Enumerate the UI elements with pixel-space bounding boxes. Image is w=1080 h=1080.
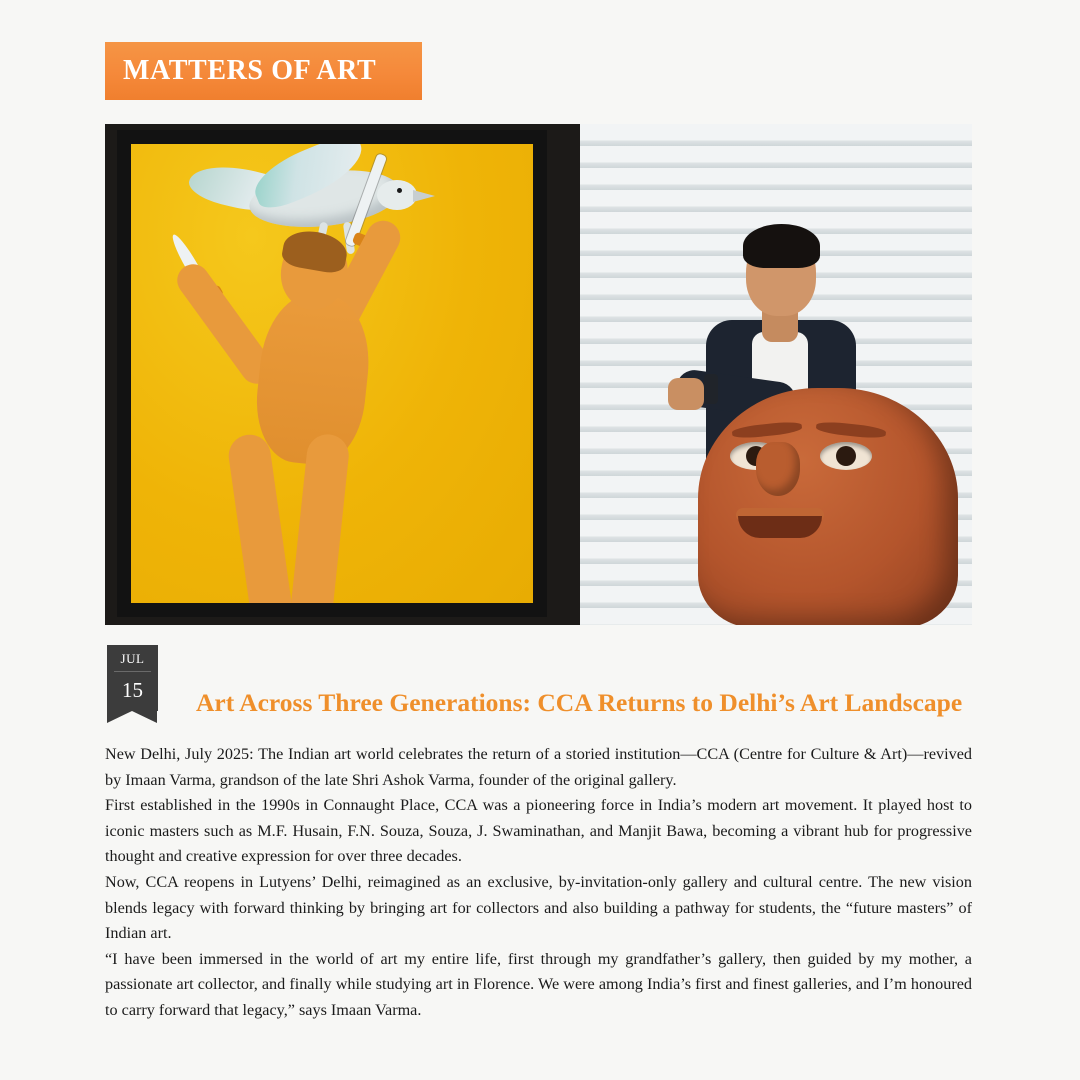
painting-canvas — [117, 130, 547, 617]
hero-image-painting — [105, 124, 580, 625]
article-paragraph: Now, CCA reopens in Lutyens’ Delhi, reimagined as an exclusive, by-invitation-only gallery and cultural centre. The new vision blends legacy with forward thinking by bringing art for collectors and also building a pathway for students, the “future masters” of Indian art. — [105, 872, 972, 943]
man-hand-shape — [668, 378, 704, 410]
bird-head-shape — [377, 180, 417, 210]
date-badge-day: 15 — [122, 678, 143, 702]
bird-beak-shape — [413, 190, 435, 202]
masthead-title: MATTERS OF ART — [123, 55, 377, 86]
article-headline: Art Across Three Generations: CCA Returns to Delhi’s Art Landscape — [196, 688, 963, 718]
sculpture-nose-shape — [756, 442, 800, 496]
article-paragraph: New Delhi, July 2025: The Indian art world celebrates the return of a storied institution—CCA (Centre for Culture & Art)—revived by Imaan Varma, grandson of the late Shri Ashok Varma, founder of the original gallery. — [105, 745, 972, 789]
article-body — [105, 742, 972, 1024]
hero-image-portrait — [580, 124, 972, 625]
wristwatch-shape — [704, 374, 718, 404]
sculpture-pupil-right-shape — [836, 446, 856, 466]
article-paragraph: “I have been immersed in the world of art my entire life, first through my grandfather’s gallery, then guided by my mother, a passionate art collector, and finally while studying art in Florence. We were among India’s first and finest galleries, and I’m honoured to carry forward that legacy,” says Imaan Varma. — [105, 949, 972, 1019]
bird-eye-shape — [397, 188, 402, 193]
date-badge — [107, 645, 158, 711]
hero-image — [105, 124, 972, 625]
man-hair-shape — [743, 224, 820, 268]
masthead-banner — [105, 42, 422, 100]
sculpture-mouth-shape — [738, 516, 822, 538]
article-paragraph: First established in the 1990s in Connaught Place, CCA was a pioneering force in India’s modern art movement. It played host to iconic masters such as M.F. Husain, F.N. Souza, Souza, J. Swaminathan, and Manjit Bawa, becoming a vibrant hub for progressive thought and creative expression for over three decades. — [105, 796, 972, 866]
date-badge-month: JUL — [114, 645, 151, 672]
